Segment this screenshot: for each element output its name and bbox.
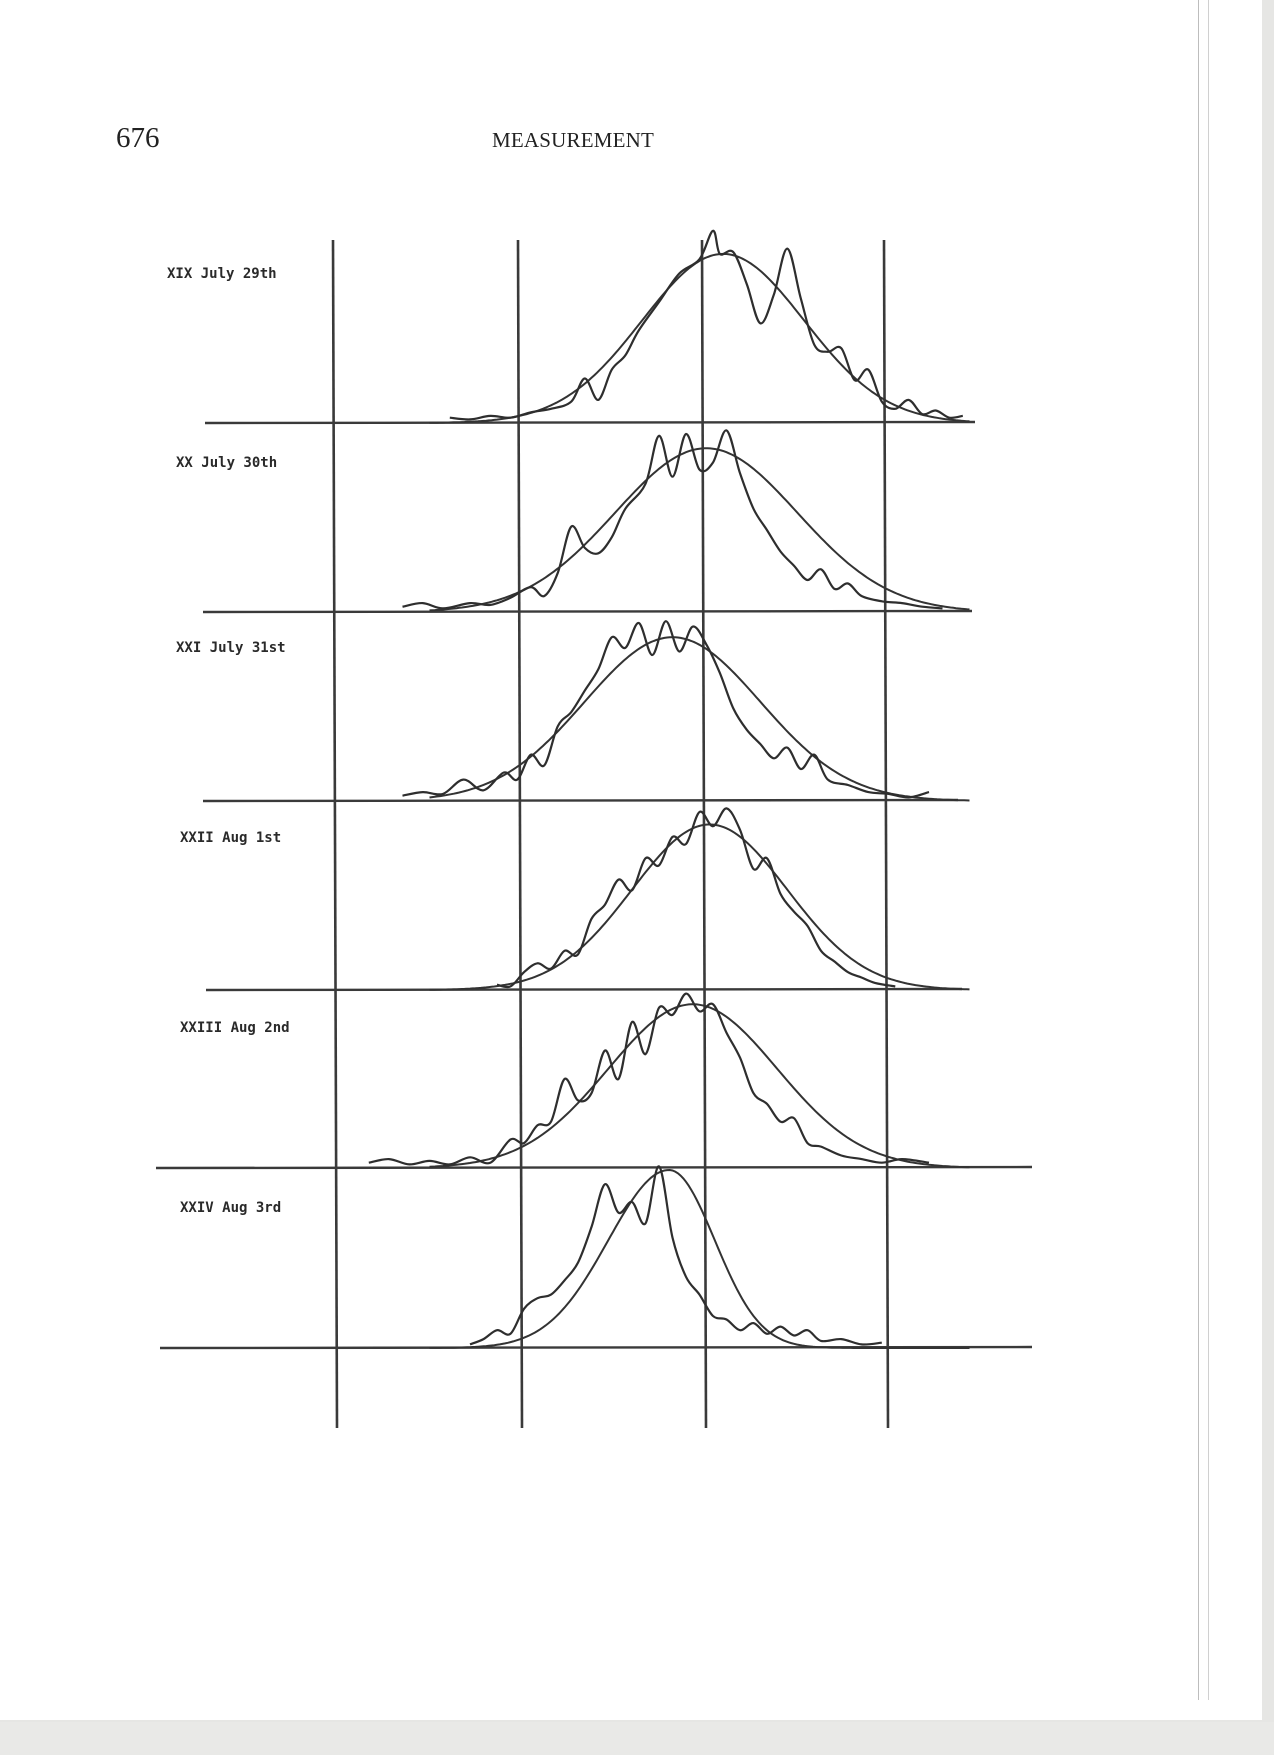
panel-baseline xyxy=(203,800,958,801)
panel-label: XXI July 31st xyxy=(176,640,286,656)
fitted-normal-curve xyxy=(430,254,970,423)
panel-label: XXIV Aug 3rd xyxy=(180,1200,282,1216)
vertical-grid-line xyxy=(884,240,888,1428)
running-title: MEASUREMENT xyxy=(492,128,655,152)
panel-baseline xyxy=(205,422,975,423)
vertical-grid-line xyxy=(702,240,706,1428)
panel-label: XXII Aug 1st xyxy=(180,830,282,846)
chart-curves xyxy=(369,231,970,1348)
panel-label: XX July 30th xyxy=(176,455,278,471)
observed-frequency-curve xyxy=(450,231,963,420)
fitted-normal-curve xyxy=(430,825,970,990)
panel-baseline xyxy=(156,1167,1032,1168)
fitted-normal-curve xyxy=(430,448,970,610)
observed-frequency-curve xyxy=(470,1166,882,1344)
panel-label: XIX July 29th xyxy=(167,266,277,282)
scan-background xyxy=(0,1722,1274,1755)
panel-label: XXIII Aug 2nd xyxy=(180,1020,290,1036)
chart-grid xyxy=(156,240,1032,1428)
observed-frequency-curve xyxy=(369,994,929,1165)
page-number: 676 xyxy=(116,122,160,154)
panel-baseline xyxy=(206,989,962,990)
observed-frequency-curve xyxy=(403,430,943,608)
observed-frequency-curve xyxy=(403,621,930,797)
observed-frequency-curve xyxy=(497,808,895,987)
vertical-grid-line xyxy=(518,240,522,1428)
panel-baseline xyxy=(203,611,972,612)
vertical-grid-line xyxy=(333,240,337,1428)
fitted-normal-curve xyxy=(430,1004,970,1167)
